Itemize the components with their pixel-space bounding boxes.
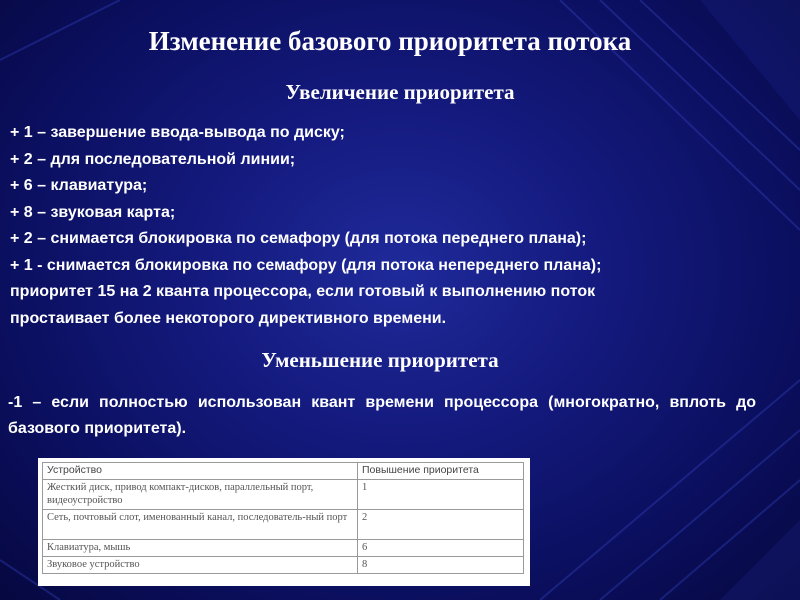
table-row bbox=[43, 557, 524, 574]
decrease-text: -1 – если полностью использован квант времени процессора (многократно, вплоть до базового приоритета). bbox=[8, 394, 756, 437]
table-cell-boost: 1 bbox=[358, 480, 524, 510]
increase-heading: Увеличение приоритета bbox=[285, 80, 515, 104]
table-cell-boost: 2 bbox=[358, 510, 524, 540]
increase-item: простаивает более некоторого директивного времени. bbox=[10, 309, 447, 327]
decrease-heading: Уменьшение приоритета bbox=[261, 348, 499, 372]
table-cell-device: Клавиатура, мышь bbox=[43, 540, 358, 557]
increase-item: + 1 – завершение ввода-вывода по диску; bbox=[10, 124, 345, 141]
increase-item: + 2 – для последовательной линии; bbox=[10, 150, 296, 168]
slide-title: Изменение базового приоритета потока bbox=[148, 26, 632, 56]
table-header-row bbox=[43, 463, 524, 480]
increase-list bbox=[10, 120, 780, 332]
priority-boost-table bbox=[42, 462, 524, 574]
table-cell-boost: 6 bbox=[358, 540, 524, 557]
column-header-boost: Повышение приоритета bbox=[358, 463, 524, 480]
increase-item: + 6 – клавиатура; bbox=[10, 177, 148, 194]
table-row bbox=[43, 510, 524, 540]
table-row bbox=[43, 540, 524, 557]
table-cell-device: Жесткий диск, привод компакт-дисков, параллельный порт, видеоустройство bbox=[43, 480, 358, 510]
table-cell-boost: 8 bbox=[358, 557, 524, 574]
table-cell-device: Звуковое устройство bbox=[43, 557, 358, 574]
increase-item: + 1 - снимается блокировка по семафору (для потока непереднего плана); bbox=[10, 256, 602, 274]
table-row bbox=[43, 480, 524, 510]
table-cell-device: Сеть, почтовый слот, именованный канал, последователь-ный порт bbox=[43, 510, 358, 540]
column-header-device: Устройство bbox=[43, 463, 358, 480]
increase-item: + 8 – звуковая карта; bbox=[10, 203, 176, 221]
increase-item: приоритет 15 на 2 кванта процессора, если готовый к выполнению поток bbox=[10, 283, 596, 300]
increase-item: + 2 – снимается блокировка по семафору (для потока переднего плана); bbox=[10, 230, 587, 247]
priority-table-image bbox=[38, 458, 530, 586]
